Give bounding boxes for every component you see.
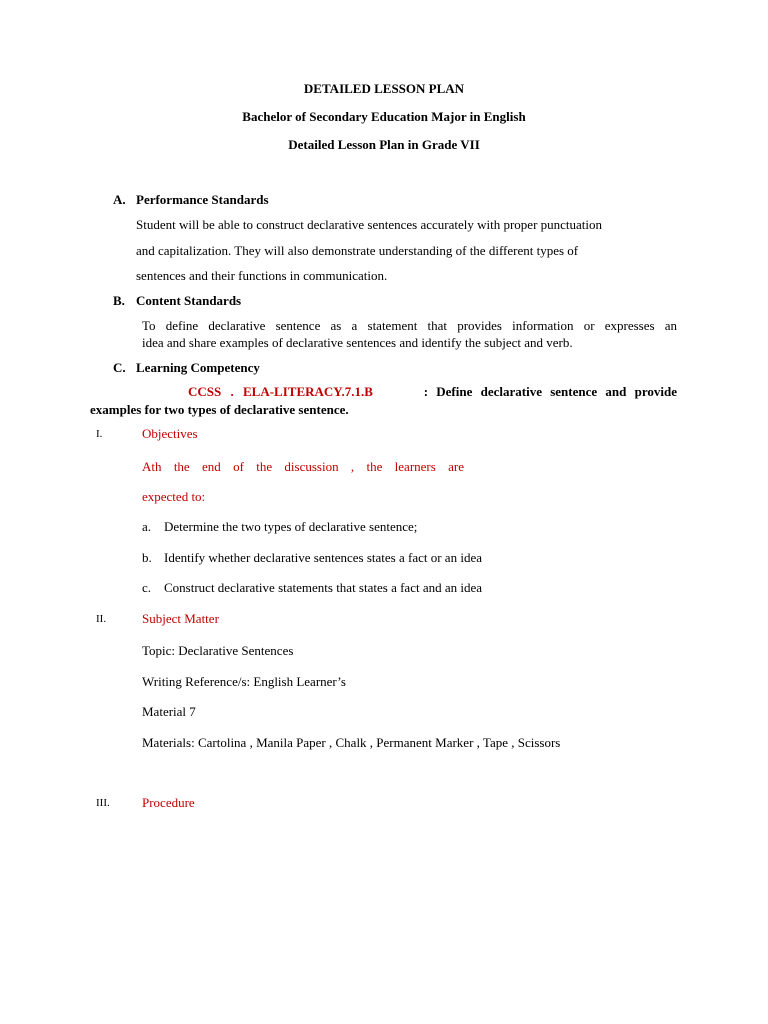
subject-material: Material 7 — [142, 704, 196, 719]
objectives-intro-1: Ath the end of the discussion , the learners are — [142, 459, 464, 474]
objectives-marker: I. — [96, 428, 103, 440]
section-b-line-2: idea and share examples of declarative sentences and identify the subject and verb. — [142, 335, 573, 350]
section-c-marker: C. — [113, 360, 126, 375]
subject-matter-heading: Subject Matter — [142, 611, 219, 626]
section-b-heading: Content Standards — [136, 293, 242, 308]
procedure-marker: III. — [96, 797, 110, 809]
subject-matter-marker: II. — [96, 613, 107, 625]
objectives-heading: Objectives — [142, 426, 198, 441]
procedure-heading: Procedure — [142, 795, 195, 810]
objective-c-text: Construct declarative statements that states a fact and an idea — [164, 580, 483, 595]
competency-line-1 — [188, 384, 677, 400]
objective-c-marker: c. — [142, 580, 152, 595]
document-title: DETAILED LESSON PLAN — [303, 81, 465, 96]
objective-b-text: Identify whether declarative sentences states a fact or an idea — [164, 550, 482, 565]
subject-topic: Topic: Declarative Sentences — [142, 643, 294, 658]
section-b-line-1: To define declarative sentence as a statement that provides information or expresses an — [142, 318, 677, 333]
section-a-line-1: Student will be able to construct declarative sentences accurately with proper punctuation — [136, 217, 603, 232]
section-a-heading: Performance Standards — [136, 192, 269, 207]
document-subtitle: Detailed Lesson Plan in Grade VII — [288, 137, 480, 152]
objective-a-text: Determine the two types of declarative sentence; — [164, 519, 418, 534]
section-a-line-2: and capitalization. They will also demonstrate understanding of the different types of — [136, 243, 579, 258]
section-b-marker: B. — [113, 293, 125, 308]
program-title: Bachelor of Secondary Education Major in English — [242, 109, 526, 124]
objectives-intro-2: expected to: — [142, 489, 206, 504]
section-a-line-3: sentences and their functions in communication. — [136, 268, 388, 283]
objective-a-marker: a. — [142, 519, 152, 534]
subject-materials-list: Materials: Cartolina , Manila Paper , Chalk , Permanent Marker , Tape , Scissors — [142, 735, 561, 750]
section-a-marker: A. — [113, 192, 126, 207]
competency-desc: : Define declarative sentence and provide — [423, 384, 677, 399]
competency-line-2: examples for two types of declarative sentence. — [90, 402, 349, 417]
competency-code: CCSS . ELA-LITERACY.7.1.B — [188, 384, 373, 399]
section-c-heading: Learning Competency — [136, 360, 260, 375]
subject-reference: Writing Reference/s: English Learner’s — [142, 674, 346, 689]
objective-b-marker: b. — [142, 550, 152, 565]
